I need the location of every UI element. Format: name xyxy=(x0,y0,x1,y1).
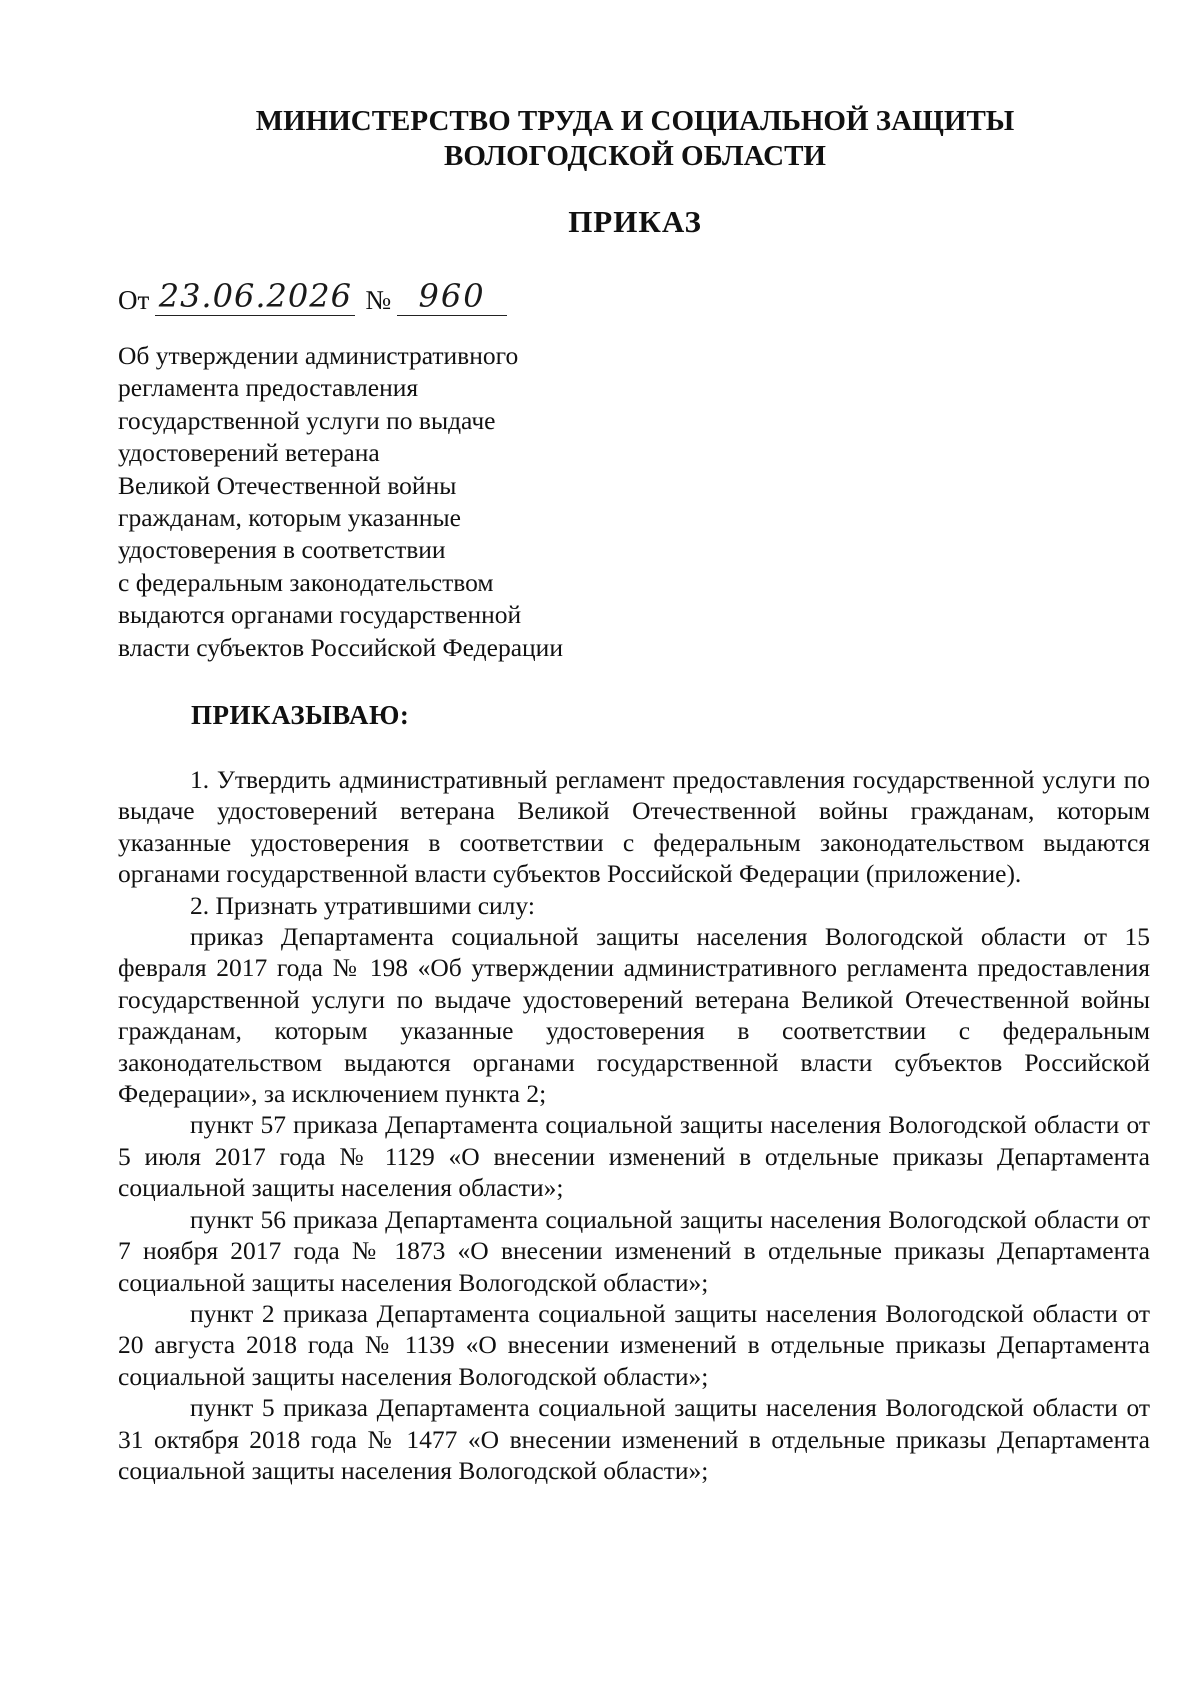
ministry-name-line2: ВОЛОГОДСКОЙ ОБЛАСТИ xyxy=(444,140,826,172)
subject-line: регламента предоставления xyxy=(118,373,419,403)
paragraph-repealed-order: пункт 2 приказа Департамента социальной защиты населения Вологодской области от 20 августа 2018 года № 1139 «О внесении изменений в отдельные приказы Департамента социальной защиты населения Вологодской области»; xyxy=(118,1298,1150,1391)
paragraph-repeal-heading: 2. Признать утратившими силу: xyxy=(190,890,535,920)
paragraph-repealed-order: пункт 5 приказа Департамента социальной защиты населения Вологодской области от 31 октября 2018 года № 1477 «О внесении изменений в отдельные приказы Департамента социальной защиты населения Вологодской области»; xyxy=(118,1393,1150,1485)
decree-heading: ПРИКАЗЫВАЮ: xyxy=(191,700,410,730)
paragraph-repealed-order: пункт 57 приказа Департамента социальной защиты населения Вологодской области от 5 июля 2017 года № 1129 «О внесении изменений в отдельные приказы Департамента социальной защиты населения области»; xyxy=(118,1110,1150,1203)
number-label: № xyxy=(365,285,392,315)
order-subject xyxy=(118,340,678,664)
subject-line: Об утверждении административного xyxy=(118,341,519,370)
subject-line: Великой Отечественной войны xyxy=(118,470,457,500)
ministry-header xyxy=(100,104,1170,174)
paragraph-approve-regulation: 1. Утвердить административный регламент предоставления государственной услуги по выдаче удостоверений ветерана Великой Отечественной войны гражданам, которым указанные удостоверения в соответствии с федеральным законодательством выдаются органами государственной власти субъектов Российской Федерации (приложение). xyxy=(118,765,1150,889)
handwritten-number: 960 xyxy=(397,277,507,316)
handwritten-date: 23.06.2026 xyxy=(155,277,355,316)
paragraph-repealed-order: пункт 56 приказа Департамента социальной защиты населения Вологодской области от 7 ноября 2017 года № 1873 «О внесении изменений в отдельные приказы Департамента социальной защиты населения Вологодской области»; xyxy=(118,1204,1150,1297)
document-type-title: ПРИКАЗ xyxy=(568,204,702,239)
subject-line: удостоверения в соответствии xyxy=(118,535,446,565)
subject-line: государственной услуги по выдаче xyxy=(118,405,496,435)
subject-line: выдаются органами государственной xyxy=(118,600,522,630)
subject-line: удостоверений ветерана xyxy=(118,438,380,468)
paragraph-repealed-order: приказ Департамента социальной защиты населения Вологодской области от 15 февраля 2017 года № 198 «Об утверждении административного регламента предоставления государственной услуги по выдаче удостоверений ветерана Великой Отечественной войны гражданам, которым указанные удостоверения в соответствии с федеральным законодательством выдаются органами государственной власти субъектов Российской Федерации», за исключением пункта 2; xyxy=(118,922,1150,1109)
date-label: От xyxy=(118,285,150,315)
subject-line: власти субъектов Российской Федерации xyxy=(118,632,563,662)
order-body xyxy=(118,764,1150,1486)
order-dateline xyxy=(118,272,507,316)
ministry-name-line1: МИНИСТЕРСТВО ТРУДА И СОЦИАЛЬНОЙ ЗАЩИТЫ xyxy=(255,105,1015,137)
subject-line: с федеральным законодательством xyxy=(118,567,494,597)
subject-line: гражданам, которым указанные xyxy=(118,503,461,533)
